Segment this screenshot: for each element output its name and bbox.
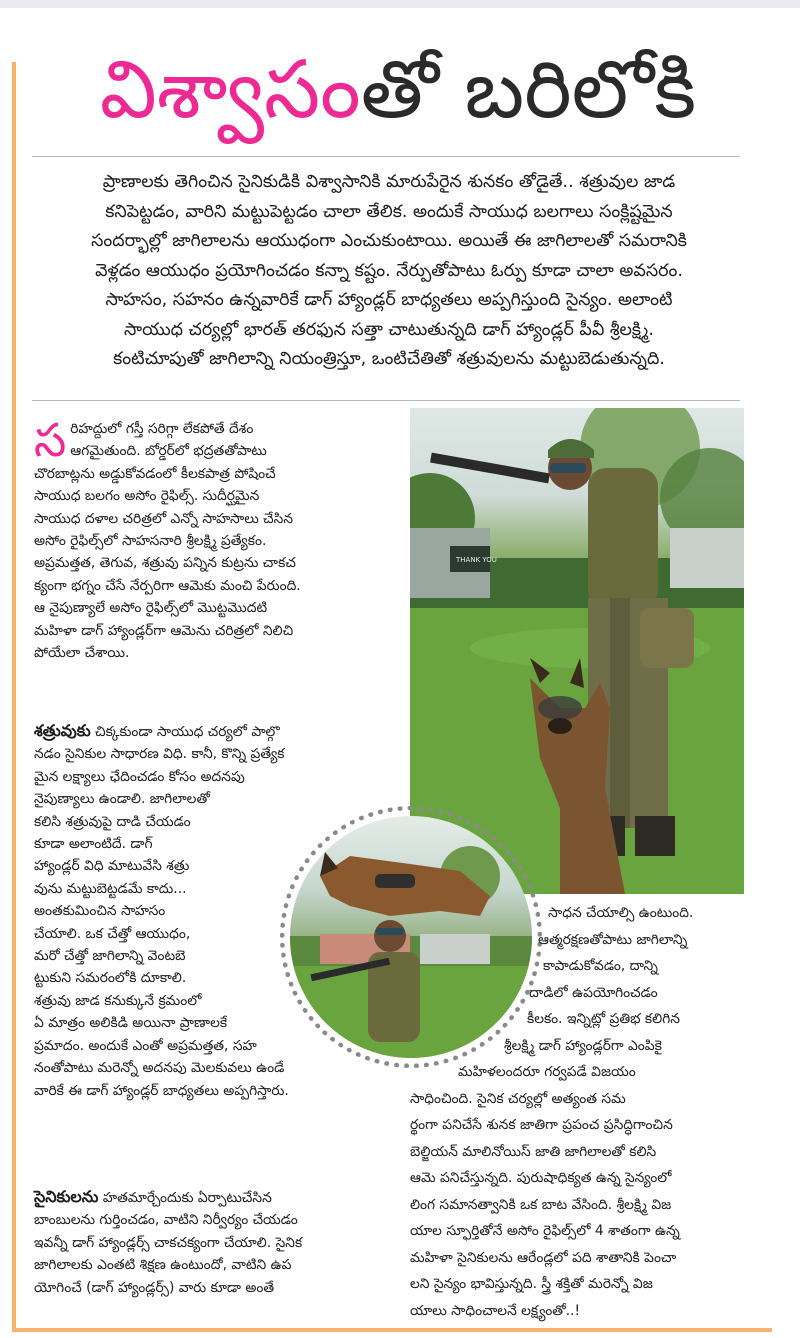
para2-line0-rest: చిక్కకుండా సాయుధ చర్యలో పాల్గొ bbox=[90, 724, 280, 740]
para1-line: ఆ నైపుణ్యాలే అసోం రైఫిల్స్‌లో మొట్టమొదటి bbox=[34, 600, 268, 617]
right-line: యాల స్ఫూర్తితోనే అసోం రైఫిల్స్‌లో 4 శాతంగా ఉన్న bbox=[410, 1223, 680, 1239]
right-line: దాడిలో ఉపయోగించడం bbox=[529, 984, 658, 1001]
para2 bbox=[34, 720, 404, 1102]
right-line: శ్రీలక్ష్మి డాగ్‌ హ్యాండ్లర్‌గా ఎంపికై bbox=[504, 1037, 662, 1054]
para1-line: రిహద్దులో గస్తీ సరిగ్గా లేకపోతే దేశం bbox=[70, 421, 254, 437]
right-line: ర్థంగా పనిచేసే శునక జాతిగా ప్రపంచ ప్రసిద్ధిగాంచిన bbox=[410, 1117, 673, 1133]
right-line: కీలకం. ఇన్నిట్లో ప్రతిభ కలిగిన bbox=[527, 1011, 680, 1027]
para2-line: నడం సైనికుల సాధారణ విధి. కానీ, కొన్ని ప్రత్యేక bbox=[34, 746, 285, 763]
right-line: సాధన చేయాల్సి ఉంటుంది. bbox=[548, 905, 694, 921]
para2-lead: శత్రువుకు bbox=[34, 721, 91, 740]
para2-line: మరో చేత్తో జాగిలాన్ని వెంటబె bbox=[34, 948, 186, 965]
intro-line: ప్రాణాలకు తెగించిన సైనికుడికి విశ్వాసానికి మారుపేరైన శునకం తోడైతే.. శత్రువుల జాడ bbox=[102, 172, 676, 192]
left-accent-rule bbox=[12, 62, 16, 1330]
para1-line: అసోం రైఫిల్స్‌లో సాహసనారి శ్రీలక్ష్మి ప్రత్యేకం. bbox=[34, 533, 267, 550]
intro-line: వెళ్లడం ఆయుధం ప్రయోగించడం కన్నా కష్టం. నేర్పుతోపాటు ఓర్పు కూడా చాలా అవసరం. bbox=[95, 260, 683, 281]
right-line: ఆమె పనిచేస్తున్నది. పురుషాధిక్యత ఉన్న సైన్యంలో bbox=[410, 1170, 672, 1186]
para3-line0-rest: హతమార్చేందుకు ఏర్పాటుచేసిన bbox=[98, 1190, 272, 1206]
right-line: కాపాడుకోవడం, దాన్ని bbox=[543, 958, 658, 974]
headline-pink-part: విశ్వాసం bbox=[99, 43, 361, 136]
para2-line: నైపుణ్యాలు ఉండాలి. జాగిలాలతో bbox=[34, 791, 210, 808]
para2-line: శత్రువు జాడ కనుక్కునే క్రమంలో bbox=[34, 992, 202, 1009]
bottom-accent-rule bbox=[12, 1328, 772, 1332]
para2-line: హ్యాండ్లర్‌ విధి మాటువేసి శత్రు bbox=[34, 858, 190, 875]
intro-line: సందర్భాల్లో జాగిలాలను ఆయుధంగా ఎంచుకుంటాయి. అయితే ఈ జాగిలాలతో సమరానికి bbox=[91, 231, 687, 251]
para3-line: బాంబులను గుర్తించడం, వాటిని నిర్వీర్యం చేయడం bbox=[34, 1212, 298, 1229]
right-line: ఆత్మరక్షణతోపాటు జాగిలాన్ని bbox=[538, 931, 688, 948]
para1-line: చొరబాట్లను అడ్డుకోవడంలో కీలకపాత్ర పోషించే bbox=[34, 465, 276, 482]
para2-line: చేయాలి. ఒక చేత్తో ఆయుధం, bbox=[34, 925, 191, 942]
para1-line: క్యంగా భగ్నం చేసే నేర్పరిగా ఆమెకు మంచి పేరుంది. bbox=[34, 577, 301, 594]
para2-line: కూడా అలాంటిదే. డాగ్‌ bbox=[34, 836, 153, 853]
right-line: లింగ సమానత్వానికి ఒక బాట వేసింది. శ్రీలక్ష్మి విజ bbox=[410, 1196, 672, 1213]
intro-line: కంటిచూపుతో జాగిలాన్ని నియంత్రిస్తూ, ఒంటిచేతితో శత్రువులను మట్టుబెడుతున్నది. bbox=[113, 349, 665, 369]
para2-line: ప్రమాదం. అందుకే ఎంతో అప్రమత్తత, సహ bbox=[34, 1037, 257, 1054]
right-line: యాలు సాధించాలనే లక్ష్యంతో..! bbox=[410, 1302, 581, 1319]
para1-line: పోయేలా చేశాయి. bbox=[34, 645, 130, 662]
intro-line: సాయుధ చర్యల్లో భారత్‌ తరఫున సత్తా చాటుతున్నది డాగ్‌ హ్యాండ్లర్‌ పీవీ శ్రీలక్ష్మి. bbox=[124, 319, 654, 340]
right-line: సాధించింది. సైనిక చర్యల్లో అత్యంత సమ bbox=[410, 1090, 626, 1107]
para3-line: ఇవన్నీ డాగ్‌ హ్యాండ్లర్స్‌ చాకచక్యంగా చేయాలి. సైనిక bbox=[34, 1234, 303, 1251]
para3-line bbox=[34, 1186, 404, 1209]
right-line: లని సైన్యం భావిస్తున్నది. స్త్రీ శక్తితో మరెన్నో విజ bbox=[410, 1276, 653, 1292]
para2-line: ఏ మాత్రం అలికిడి అయినా ప్రాణాలకే bbox=[34, 1015, 228, 1032]
para1 bbox=[34, 413, 402, 664]
photo-sign-text: THANK YOU bbox=[456, 556, 497, 564]
intro-line: కనిపెట్టడం, వారిని మట్టుపెట్టడం చాలా తేలిక. అందుకే సాయుధ బలగాలు సంక్లిష్టమైన bbox=[105, 201, 673, 222]
para1-line: అప్రమత్తత, తెగువ, శత్రువు పన్నిన కుట్రను చాకచ bbox=[34, 555, 296, 572]
para2-line: మైన లక్ష్యాలు ఛేదించడం కోసం అదనపు bbox=[34, 768, 245, 785]
headline bbox=[28, 30, 768, 150]
para1-line: మహిళా డాగ్‌ హ్యాండ్లర్‌గా ఆమెను చరిత్రలో నిలిచి bbox=[34, 622, 294, 639]
para3-line: జాగిలాలకు ఎంతటి శిక్షణ ఉంటుందో, వాటిని ఉప bbox=[34, 1257, 292, 1274]
intro-standfirst bbox=[34, 168, 744, 375]
para1-line: సాయుధ దళాల చరిత్రలో ఎన్నో సాహసాలు చేసిన bbox=[34, 510, 293, 527]
rule-below-headline bbox=[32, 156, 740, 157]
para3-lead: సైనికులను bbox=[34, 1187, 99, 1206]
rule-below-intro bbox=[32, 400, 740, 401]
right-line: బెల్జియన్‌ మాలినోయిస్‌ జాతి జాగిలాలతో కలిసి bbox=[410, 1143, 657, 1160]
headline-dark-part: తో బరిలోకి bbox=[360, 43, 697, 136]
para3-line: యోగించే (డాగ్‌ హ్యాండ్లర్స్‌) వారు కూడా అంతే bbox=[34, 1279, 275, 1296]
para2-line: వును మట్టుబెట్టడమే కాదు... bbox=[34, 880, 187, 897]
para2-line: కలిసి శత్రువుపై దాడి చేయడం bbox=[34, 813, 191, 830]
para2-line: ట్టుకుని సమరంలోకి దూకాలి. bbox=[34, 970, 187, 987]
top-band bbox=[0, 0, 800, 8]
para2-line: నంతోపాటు మరెన్నో అదనపు మెలకువలు ఉండే bbox=[34, 1060, 285, 1077]
right-line: మహిళా సైనికులను ఆరేండ్లలో పది శాతానికి పెంచా bbox=[410, 1249, 677, 1266]
para2-line: వారికే ఈ డాగ్‌ హ్యాండ్లర్‌ బాధ్యతలు అప్పగిస్తారు. bbox=[34, 1082, 289, 1099]
para2-line bbox=[34, 720, 404, 743]
para3 bbox=[34, 1186, 404, 1299]
para1-line: సాయుధ బలగం అసోం రైఫిల్స్‌. సుదీర్ఘమైన bbox=[34, 488, 260, 505]
right-line: మహిళలందరూ గర్వపడే విజయం bbox=[458, 1064, 636, 1080]
para2-line: అంతకుమించిన సాహసం bbox=[34, 903, 166, 920]
intro-line: సాహసం, సహనం ఉన్నవారికే డాగ్‌ హ్యాండ్లర్‌ బాధ్యతలు అప్పగిస్తుంది సైన్యం. అలాంటి bbox=[105, 290, 673, 310]
dropcap: స bbox=[34, 413, 67, 467]
para1-line: ఆగమైతుంది. బోర్డర్‌లో భద్రతతోపాటు bbox=[70, 443, 267, 460]
